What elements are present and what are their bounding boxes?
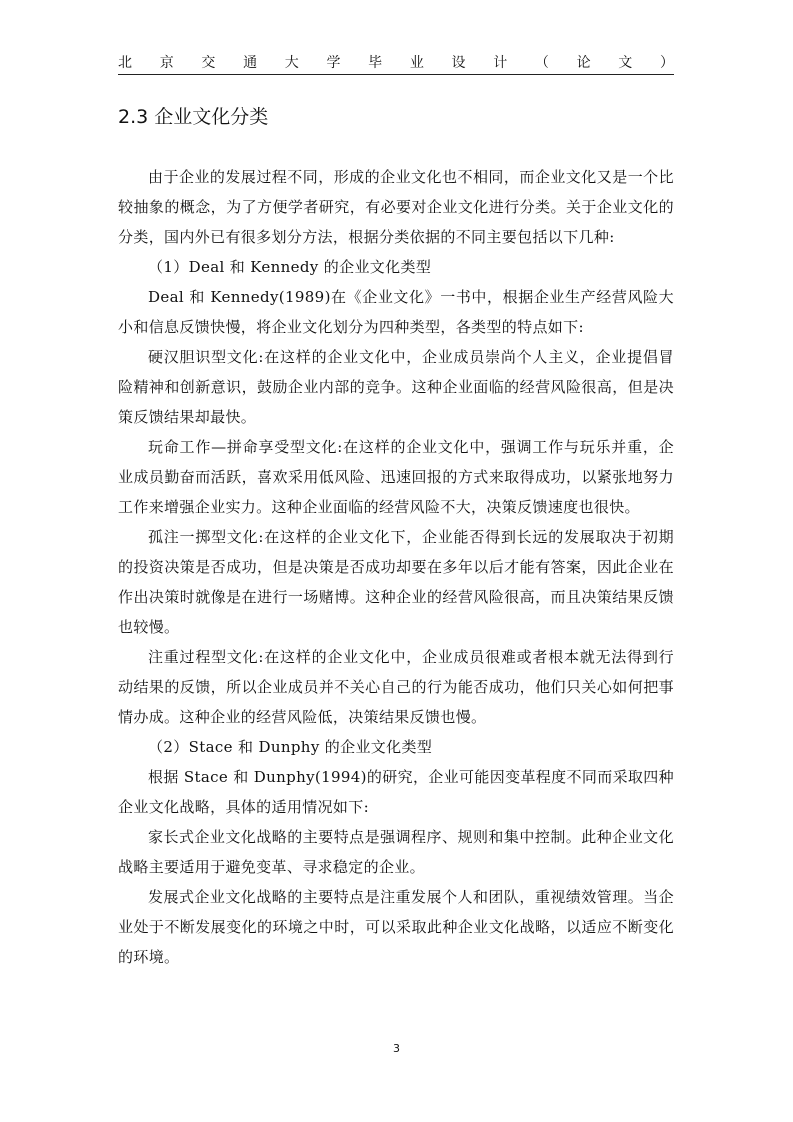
- paragraph: 发展式企业文化战略的主要特点是注重发展个人和团队，重视绩效管理。当企业处于不断发展变化的环境之中时，可以采取此种企业文化战略，以适应不断变化的环境。: [118, 888, 674, 966]
- paragraph: 孤注一掷型文化:在这样的企业文化下，企业能否得到长远的发展取决于初期的投资决策是否成功，但是决策是否成功却要在多年以后才能有答案，因此企业在作出决策时就像是在进行一场赌博。这种企业的经营风险很高，而且决策结果反馈也较慢。: [118, 528, 674, 636]
- header-char: （: [534, 55, 549, 71]
- header-char: 学: [326, 55, 341, 71]
- body-text: [118, 162, 674, 972]
- header-char: 论: [576, 55, 591, 71]
- paragraph: 玩命工作—拼命享受型文化:在这样的企业文化中，强调工作与玩乐并重，企业成员勤奋而活跃，喜欢采用低风险、迅速回报的方式来取得成功，以紧张地努力工作来增强企业实力。这种企业面临的经营风险不大，决策反馈速度也很快。: [118, 438, 674, 516]
- header-char: 业: [409, 55, 424, 71]
- paragraph: 由于企业的发展过程不同，形成的企业文化也不相同，而企业文化又是一个比较抽象的概念，为了方便学者研究，有必要对企业文化进行分类。关于企业文化的分类，国内外已有很多划分方法，根据分类依据的不同主要包括以下几种:: [118, 168, 674, 246]
- paragraph: Deal 和 Kennedy(1989)在《企业文化》一书中，根据企业生产经营风险大小和信息反馈快慢，将企业文化划分为四种类型，各类型的特点如下:: [118, 288, 674, 336]
- paragraph: 硬汉胆识型文化:在这样的企业文化中，企业成员崇尚个人主义，企业提倡冒险精神和创新意识，鼓励企业内部的竞争。这种企业面临的经营风险很高，但是决策反馈结果却最快。: [118, 348, 674, 426]
- subsection-heading: （1）Deal 和 Kennedy 的企业文化类型: [148, 258, 432, 276]
- running-header: [118, 53, 674, 73]
- header-char: ）: [659, 55, 674, 71]
- header-char: 毕: [368, 55, 383, 71]
- header-char: 大: [284, 55, 299, 71]
- header-char: 设: [451, 55, 466, 71]
- header-char: 交: [201, 55, 216, 71]
- section-title: 2.3 企业文化分类: [118, 106, 269, 128]
- header-char: 文: [618, 55, 633, 71]
- paragraph: 根据 Stace 和 Dunphy(1994)的研究，企业可能因变革程度不同而采取四种企业文化战略，具体的适用情况如下:: [118, 768, 674, 816]
- header-char: 通: [243, 55, 258, 71]
- header-char: 北: [118, 55, 132, 71]
- page-number: 3: [393, 1042, 400, 1055]
- paragraph: 注重过程型文化:在这样的企业文化中，企业成员很难或者根本就无法得到行动结果的反馈，所以企业成员并不关心自己的行为能否成功，他们只关心如何把事情办成。这种企业的经营风险低，决策结果反馈也慢。: [118, 648, 674, 726]
- paragraph: 家长式企业文化战略的主要特点是强调程序、规则和集中控制。此种企业文化战略主要适用于避免变革、寻求稳定的企业。: [118, 828, 674, 876]
- header-char: 计: [493, 55, 508, 71]
- subsection-heading: （2）Stace 和 Dunphy 的企业文化类型: [148, 738, 433, 756]
- header-char: 京: [159, 55, 174, 71]
- header-rule: [118, 74, 674, 75]
